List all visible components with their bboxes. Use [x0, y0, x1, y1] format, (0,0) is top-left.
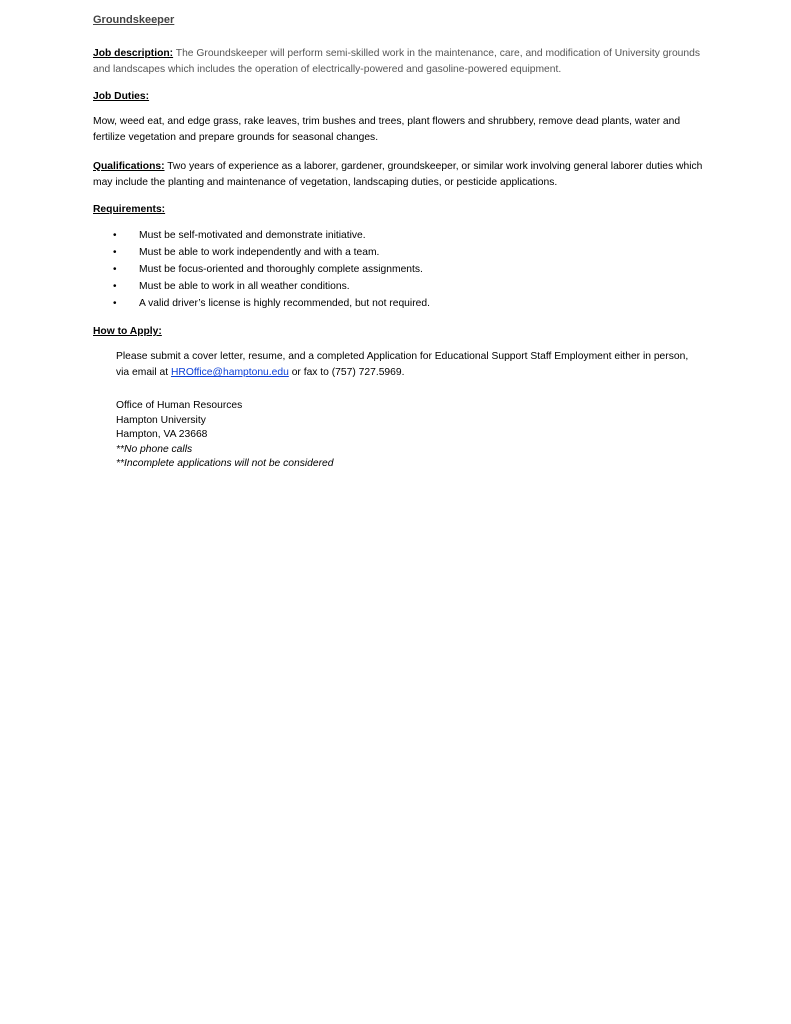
list-item: • Must be self-motivated and demonstrate initiative. — [93, 227, 703, 244]
qualifications-label: Qualifications: — [93, 161, 165, 172]
how-to-apply-heading: How to Apply: — [93, 326, 162, 337]
address-block — [116, 399, 703, 472]
list-item: • Must be able to work in all weather conditions. — [93, 278, 703, 295]
document-page — [93, 14, 703, 472]
address-line: Office of Human Resources — [116, 400, 243, 411]
qualifications — [93, 159, 703, 191]
job-duties-text: Mow, weed eat, and edge grass, rake leaves, trim bushes and trees, plant flowers and shrubbery, remove dead plants, water and fertilize vegetation and prepare grounds for seasonal changes. — [93, 116, 681, 143]
note-incomplete: **Incomplete applications will not be considered — [116, 458, 334, 469]
requirements-list — [93, 227, 703, 312]
list-item: • Must be able to work independently and with a team. — [93, 244, 703, 261]
bullet-icon: • — [113, 298, 117, 309]
bullet-icon: • — [113, 281, 117, 292]
email-link[interactable]: HROffice@hamptonu.edu — [170, 367, 289, 378]
bullet-icon: • — [113, 230, 117, 241]
job-description-text: The Groundskeeper will perform semi-skilled work in the maintenance, care, and modification of University grounds and landscapes which includes the operation of electrically-powered and gasoline-powered equipment. — [93, 48, 701, 75]
address-line: Hampton, VA 23668 — [116, 429, 208, 440]
qualifications-text: Two years of experience as a laborer, gardener, groundskeeper, or similar work involving general laborer duties which may include the planting and maintenance of vegetation, landscaping duties, or pesticide applications. — [93, 161, 703, 188]
list-item: • Must be focus-oriented and thoroughly complete assignments. — [93, 261, 703, 278]
page-title: Groundskeeper — [93, 14, 175, 26]
note-no-phone: **No phone calls — [116, 443, 193, 455]
job-description — [93, 46, 703, 78]
job-duties-heading: Job Duties: — [93, 91, 150, 102]
bullet-icon: • — [113, 264, 117, 275]
job-description-label: Job description: — [93, 48, 174, 59]
how-to-apply-text: Please submit a cover letter, resume, and a completed Application for Educational Support Staff Employment either in person, via email at HROffice@hamptonu.edu or fax to (757) 727.5969. — [116, 351, 689, 378]
address-line: Hampton University — [116, 414, 206, 426]
bullet-icon: • — [113, 247, 117, 258]
requirements-heading: Requirements: — [93, 204, 166, 215]
list-item: • A valid driver’s license is highly recommended, but not required. — [93, 295, 703, 312]
